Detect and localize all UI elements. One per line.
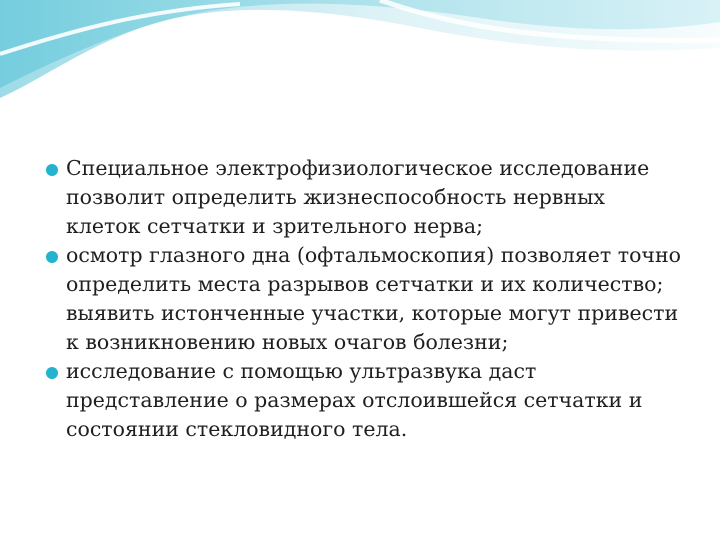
bullet-item-2 xyxy=(44,241,684,357)
bullet-text: исследование с помощью ультразвука даст представление о размерах отслоившейся сетчатки и состоянии стекловидного тела. xyxy=(66,359,643,441)
content-area xyxy=(44,154,684,444)
bullet-text: Специальное электрофизиологическое исследование позволит определить жизнеспособность нервных клеток сетчатки и зрительного нерва; xyxy=(66,156,650,238)
bullet-icon xyxy=(46,164,58,176)
top-wave-decoration xyxy=(0,0,720,120)
bullet-icon xyxy=(46,367,58,379)
bullet-item-1 xyxy=(44,154,684,241)
bullet-list xyxy=(44,154,684,444)
bullet-item-3 xyxy=(44,357,684,444)
bullet-text: осмотр глазного дна (офтальмоскопия) позволяет точно определить места разрывов сетчатки и их количество; выявить истонченные участки, которые могут привести к возникновению новых очагов болезни; xyxy=(66,243,681,354)
bullet-icon xyxy=(46,251,58,263)
